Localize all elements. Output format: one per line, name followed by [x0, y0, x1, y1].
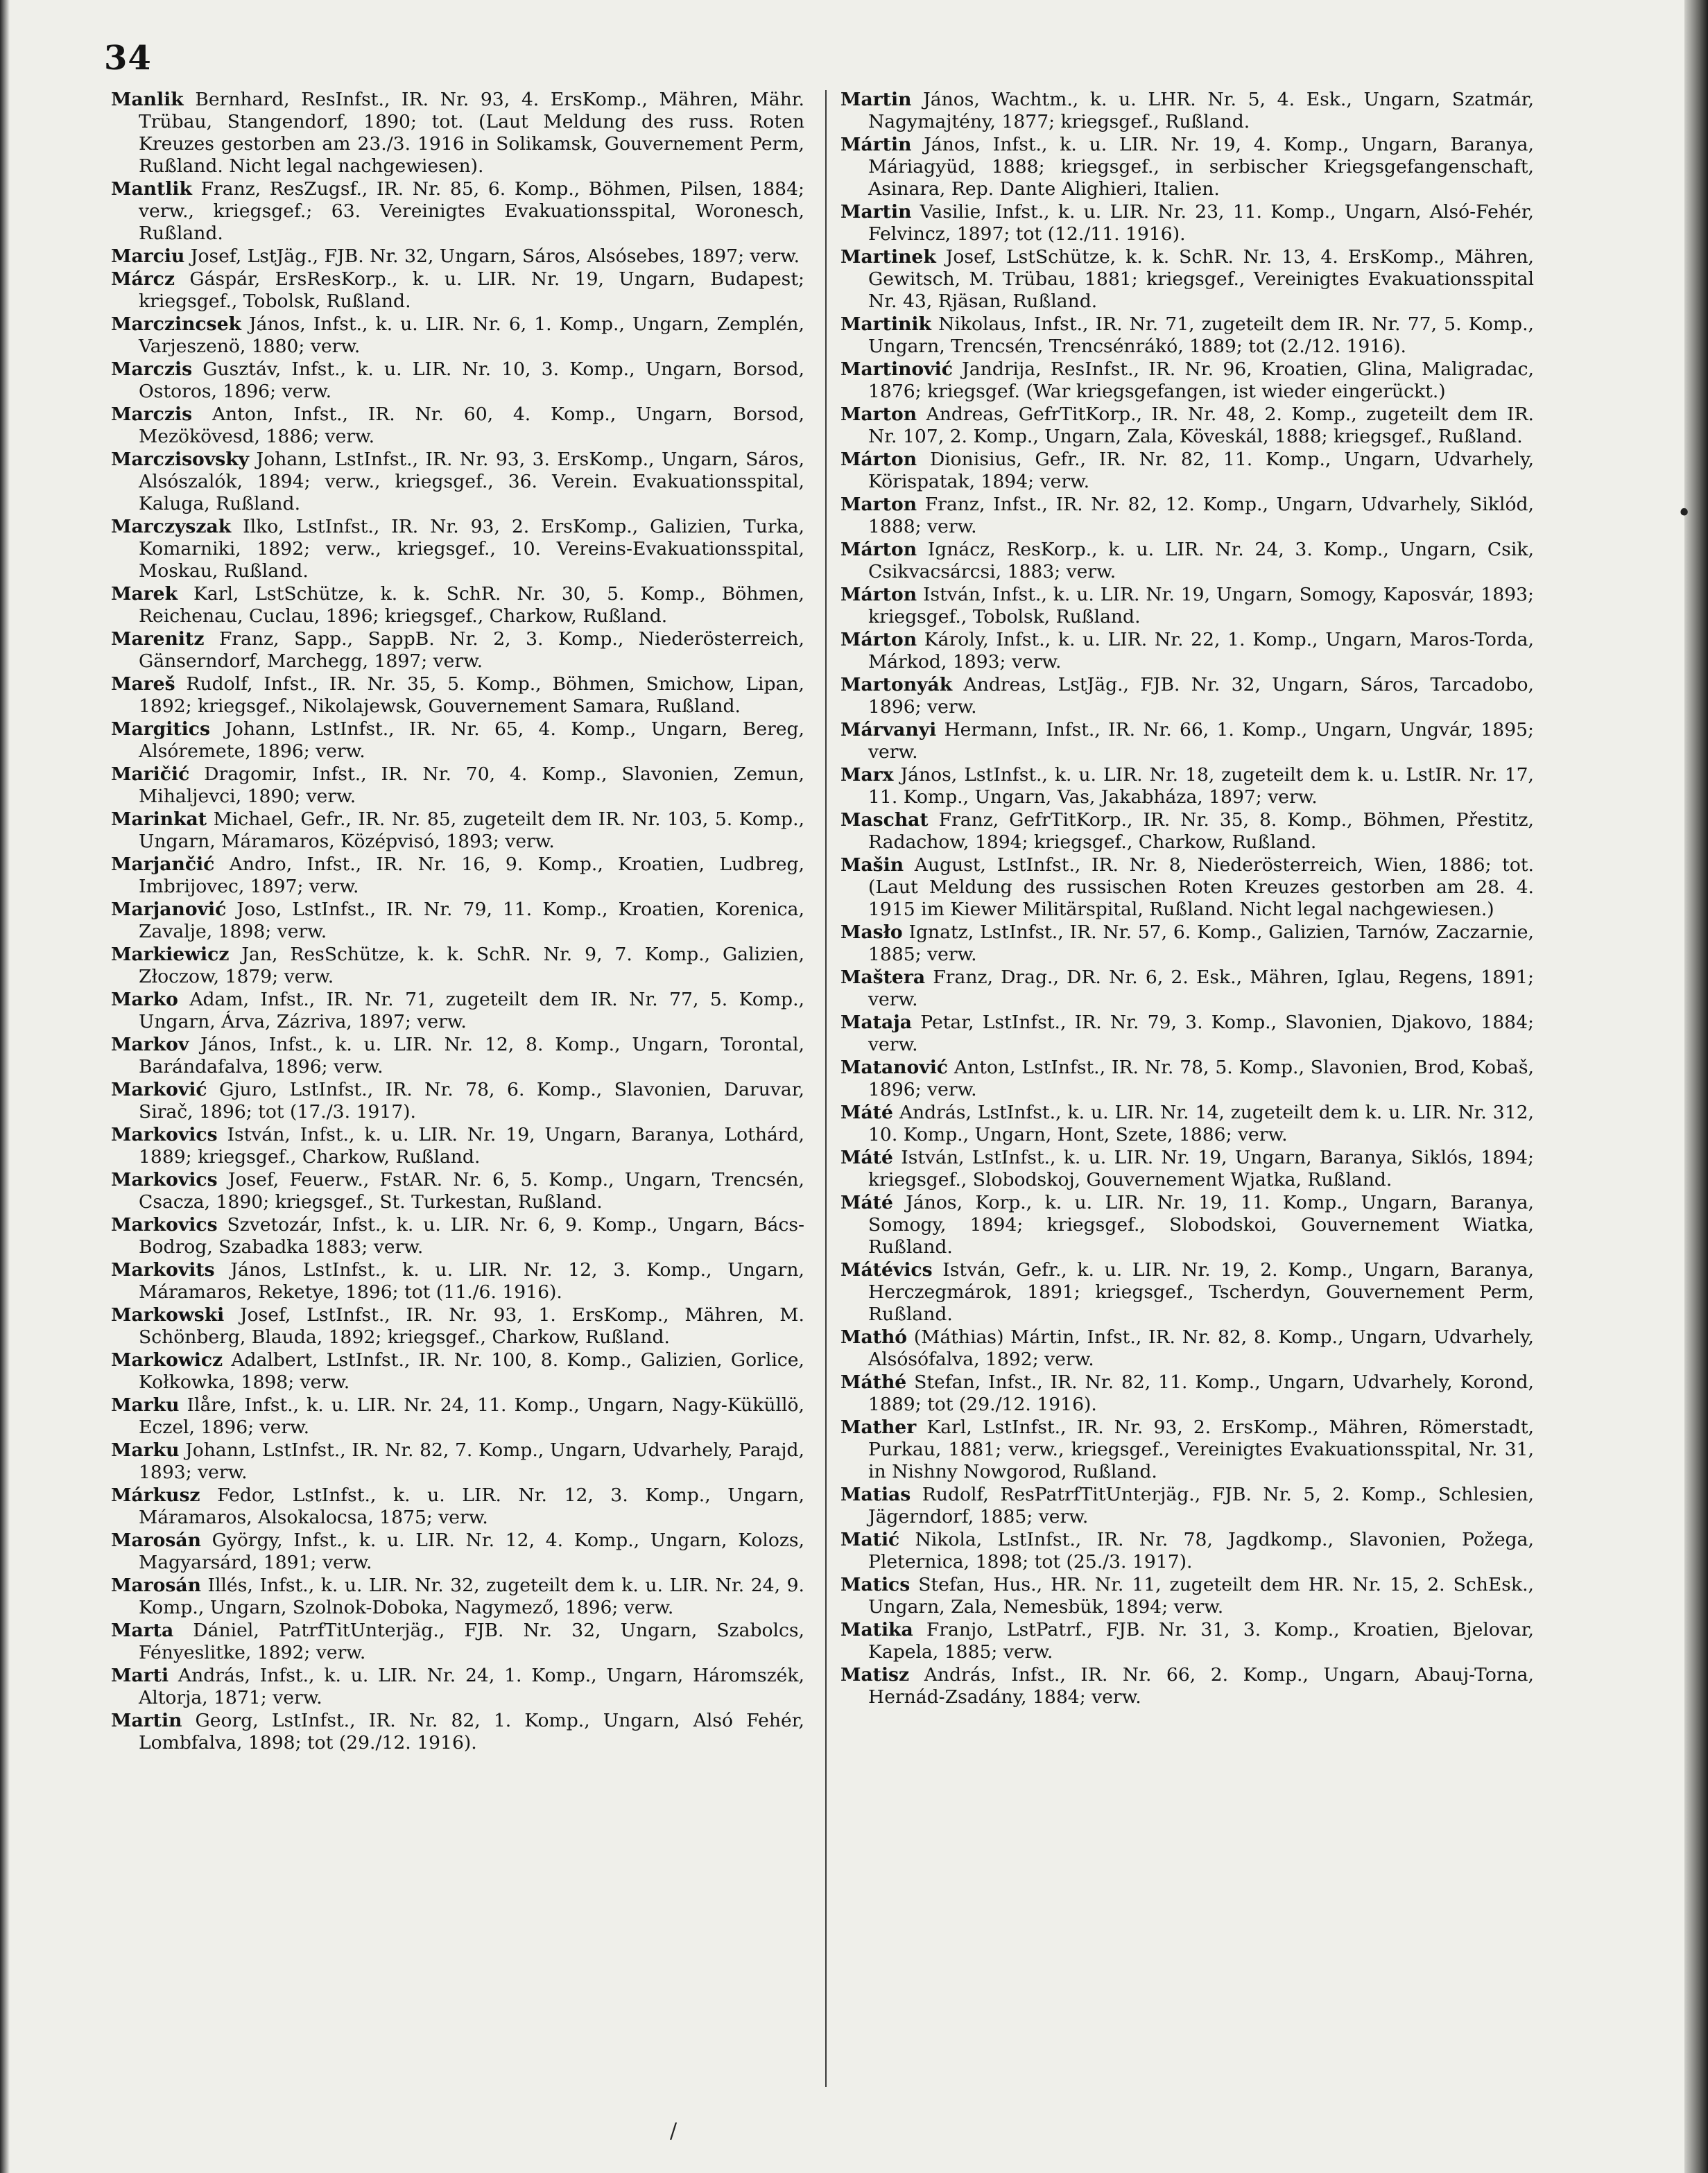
- entry-details: Stefan, Infst., IR. Nr. 82, 11. Komp., Ungarn, Udvarhely, Korond, 1889; tot (29./12. 1916).: [868, 1371, 1534, 1415]
- entry-surname: Manlik: [111, 89, 184, 110]
- register-entry: [840, 921, 1534, 966]
- entry-details: Jandrija, ResInfst., IR. Nr. 96, Kroatien, Glina, Maligradac, 1876; kriegsgef. (War kriegsgefangen, ist wieder eingerückt.): [868, 358, 1534, 402]
- entry-surname: Markovics: [111, 1124, 218, 1145]
- entry-details: Johann, LstInfst., IR. Nr. 65, 4. Komp., Ungarn, Bereg, Alsóremete, 1896; verw.: [139, 718, 804, 762]
- entry-details: Franjo, LstPatrf., FJB. Nr. 31, 3. Komp., Kroatien, Bjelovar, Kapela, 1885; verw.: [868, 1619, 1534, 1663]
- register-entry: [840, 89, 1534, 133]
- entry-details: János, Wachtm., k. u. LHR. Nr. 5, 4. Esk., Ungarn, Szatmár, Nagymajtény, 1877; kriegsgef., Rußland.: [868, 89, 1534, 132]
- entry-details: Ignácz, ResKorp., k. u. LIR. Nr. 24, 3. Komp., Ungarn, Csik, Csikvacsárcsi, 1883; verw.: [868, 539, 1534, 582]
- register-entry: [840, 674, 1534, 718]
- entry-details: Michael, Gefr., IR. Nr. 85, zugeteilt dem IR. Nr. 103, 5. Komp., Ungarn, Máramaros, Középvisó, 1893; verw.: [139, 808, 804, 852]
- entry-details: Anton, Infst., IR. Nr. 60, 4. Komp., Ungarn, Borsod, Mezökövesd, 1886; verw.: [139, 404, 804, 447]
- entry-surname: Maštera: [840, 967, 926, 988]
- entry-surname: Margitics: [111, 718, 210, 740]
- entry-details: Ilåre, Infst., k. u. LIR. Nr. 24, 11. Komp., Ungarn, Nagy-Küküllö, Eczel, 1896; verw.: [139, 1394, 804, 1438]
- entry-details: Jan, ResSchütze, k. k. SchR. Nr. 9, 7. Komp., Galizien, Złoczow, 1879; verw.: [139, 944, 804, 987]
- entry-details: Rudolf, ResPatrfTitUnterjäg., FJB. Nr. 5, 2. Komp., Schlesien, Jägerndorf, 1885; verw.: [868, 1484, 1534, 1527]
- entry-details: Gusztáv, Infst., k. u. LIR. Nr. 10, 3. Komp., Ungarn, Borsod, Ostoros, 1896; verw.: [139, 358, 804, 402]
- entry-surname: Mareš: [111, 673, 175, 695]
- page-number: 34: [104, 39, 152, 78]
- entry-surname: Masło: [840, 921, 903, 943]
- entry-details: György, Infst., k. u. LIR. Nr. 12, 4. Komp., Ungarn, Kolozs, Magyarsárd, 1891; verw.: [139, 1530, 804, 1573]
- register-entry: [840, 1259, 1534, 1326]
- entry-details: Josef, LstSchütze, k. k. SchR. Nr. 13, 4. ErsKomp., Mähren, Gewitsch, M. Trübau, 1881; kriegsgef., Vereinigtes Evakuationsspital Nr. 43, Rjäsan, Rußland.: [868, 246, 1534, 312]
- entry-details: János, Korp., k. u. LIR. Nr. 19, 11. Komp., Ungarn, Baranya, Somogy, 1894; kriegsgef., Slobodskoi, Gouvernement Wiatka, Rußland.: [868, 1192, 1534, 1258]
- entry-details: Joso, LstInfst., IR. Nr. 79, 11. Komp., Kroatien, Korenica, Zavalje, 1898; verw.: [139, 899, 804, 942]
- register-entry: [840, 809, 1534, 854]
- entry-details: Andro, Infst., IR. Nr. 16, 9. Komp., Kroatien, Ludbreg, Imbrijovec, 1897; verw.: [139, 854, 804, 897]
- entry-surname: Matisz: [840, 1664, 910, 1686]
- register-entry: [840, 584, 1534, 628]
- entry-details: Rudolf, Infst., IR. Nr. 35, 5. Komp., Böhmen, Smichow, Lipan, 1892; kriegsgef., Nikolajewsk, Gouvernement Samara, Rußland.: [139, 673, 804, 717]
- register-entry: [840, 404, 1534, 448]
- entry-surname: Marczyszak: [111, 516, 232, 537]
- entry-surname: Marciu: [111, 245, 185, 267]
- register-entry: [111, 404, 804, 448]
- entry-details: Nikolaus, Infst., IR. Nr. 71, zugeteilt dem IR. Nr. 77, 5. Komp., Ungarn, Trencsén, Trencsénrákó, 1889; tot (2./12. 1916).: [868, 313, 1534, 357]
- entry-surname: Markovics: [111, 1169, 218, 1191]
- entry-details: Franz, Drag., DR. Nr. 6, 2. Esk., Mähren, Iglau, Regens, 1891; verw.: [868, 967, 1534, 1010]
- entry-details: Stefan, Hus., HR. Nr. 11, zugeteilt dem HR. Nr. 15, 2. SchEsk., Ungarn, Zala, Nemesbük, 1894; verw.: [868, 1574, 1534, 1618]
- register-entry: [111, 449, 804, 515]
- right-column: [840, 89, 1534, 1709]
- entry-details: Johann, LstInfst., IR. Nr. 93, 3. ErsKomp., Ungarn, Sáros, Alsószalók, 1894; verw., kriegsgef., 36. Verein. Evakuationsspital, Kaluga, Rußland.: [139, 449, 804, 514]
- entry-details: Franz, GefrTitKorp., IR. Nr. 35, 8. Komp., Böhmen, Přestitz, Radachow, 1894; kriegsgef., Charkow, Rußland.: [868, 809, 1534, 853]
- column-divider: [825, 90, 827, 2087]
- register-entry: [111, 516, 804, 582]
- register-entry: [840, 1192, 1534, 1258]
- entry-details: Franz, Infst., IR. Nr. 82, 12. Komp., Ungarn, Udvarhely, Siklód, 1888; verw.: [868, 494, 1534, 537]
- entry-surname: Markov: [111, 1034, 189, 1055]
- entry-details: Bernhard, ResInfst., IR. Nr. 93, 4. ErsKomp., Mähren, Mähr. Trübau, Stangendorf, 1890; tot. (Laut Meldung des russ. Roten Kreuzes gestorben am 23./3. 1916 in Solikamsk, Gouvernement Perm, Rußland. Nicht legal nachgewiesen).: [139, 89, 804, 177]
- register-entry: [111, 245, 804, 268]
- register-entry: [111, 673, 804, 718]
- entry-surname: Márton: [840, 539, 917, 560]
- entry-surname: Márkusz: [111, 1484, 200, 1506]
- stray-mark: /: [670, 2119, 678, 2143]
- register-entry: [111, 989, 804, 1033]
- entry-details: Johann, LstInfst., IR. Nr. 82, 7. Komp., Ungarn, Udvarhely, Parajd, 1893; verw.: [139, 1439, 804, 1483]
- entry-surname: Mathó: [840, 1326, 908, 1348]
- entry-surname: Mašin: [840, 854, 904, 876]
- register-entry: [111, 1304, 804, 1349]
- register-entry: [111, 1079, 804, 1123]
- entry-surname: Marx: [840, 764, 894, 786]
- entry-surname: Matias: [840, 1484, 911, 1505]
- entry-details: August, LstInfst., IR. Nr. 8, Niederösterreich, Wien, 1886; tot. (Laut Meldung des russischen Roten Kreuzes gestorben am 28. 4. 1915 im Kiewer Militärspital, Rußland. Nicht legal nachgewiesen.): [868, 854, 1534, 920]
- entry-surname: Maschat: [840, 809, 929, 831]
- entry-details: István, LstInfst., k. u. LIR. Nr. 19, Ungarn, Baranya, Siklós, 1894; kriegsgef., Slobodskoj, Gouvernement Wjatka, Rußland.: [868, 1147, 1534, 1191]
- entry-surname: Márton: [840, 449, 917, 470]
- register-entry: [111, 1169, 804, 1213]
- register-entry: [111, 1575, 804, 1619]
- entry-details: Franz, ResZugsf., IR. Nr. 85, 6. Komp., Böhmen, Pilsen, 1884; verw., kriegsgef.; 63. Vereinigtes Evakuationsspital, Woronesch, Rußland.: [139, 178, 804, 244]
- entry-surname: Matić: [840, 1529, 900, 1550]
- register-entry: [840, 1102, 1534, 1146]
- entry-details: Josef, Feuerw., FstAR. Nr. 6, 5. Komp., Ungarn, Trencsén, Csacza, 1890; kriegsgef., St. Turkestan, Rußland.: [139, 1169, 804, 1213]
- register-entry: [111, 628, 804, 673]
- entry-surname: Marczis: [111, 358, 193, 380]
- entry-details: Gjuro, LstInfst., IR. Nr. 78, 6. Komp., Slavonien, Daruvar, Sirač, 1896; tot (17./3. 1917).: [139, 1079, 804, 1123]
- entry-surname: Markiewicz: [111, 944, 230, 965]
- entry-details: Vasilie, Infst., k. u. LIR. Nr. 23, 11. Komp., Ungarn, Alsó-Fehér, Felvincz, 1897; tot (12./11. 1916).: [868, 201, 1534, 245]
- entry-surname: Márvanyi: [840, 719, 937, 741]
- entry-surname: Marinkat: [111, 808, 207, 830]
- register-entry: [111, 89, 804, 178]
- register-entry: [840, 134, 1534, 200]
- entry-details: István, Gefr., k. u. LIR. Nr. 19, 2. Komp., Ungarn, Baranya, Herczegmárok, 1891; kriegsgef., Tscherdyn, Gouvernement Perm, Rußland.: [868, 1259, 1534, 1325]
- register-entry: [840, 1371, 1534, 1416]
- register-entry: [840, 358, 1534, 403]
- entry-details: Illés, Infst., k. u. LIR. Nr. 32, zugeteilt dem k. u. LIR. Nr. 24, 9. Komp., Ungarn, Szolnok-Doboka, Nagymező, 1896; verw.: [139, 1575, 804, 1618]
- entry-details: Dániel, PatrfTitUnterjäg., FJB. Nr. 32, Ungarn, Szabolcs, Fényeslitke, 1892; verw.: [139, 1620, 804, 1663]
- entry-surname: Márton: [840, 629, 917, 650]
- entry-surname: Marton: [840, 404, 917, 425]
- register-entry: [111, 808, 804, 853]
- entry-surname: Matanović: [840, 1057, 949, 1078]
- register-entry: [840, 1147, 1534, 1191]
- entry-surname: Marko: [111, 989, 178, 1010]
- entry-details: Dragomir, Infst., IR. Nr. 70, 4. Komp., Slavonien, Zemun, Mihaljevci, 1890; verw.: [139, 763, 804, 807]
- entry-details: Andreas, LstJäg., FJB. Nr. 32, Ungarn, Sáros, Tarcadobo, 1896; verw.: [868, 674, 1534, 718]
- register-entry: [840, 313, 1534, 358]
- entry-surname: Maričić: [111, 763, 190, 785]
- register-entry: [111, 1665, 804, 1709]
- register-entry: [840, 764, 1534, 808]
- entry-details: Károly, Infst., k. u. LIR. Nr. 22, 1. Komp., Ungarn, Maros-Torda, Márkod, 1893; verw.: [868, 629, 1534, 673]
- register-entry: [111, 1124, 804, 1168]
- register-entry: [111, 899, 804, 943]
- entry-surname: Marczisovsky: [111, 449, 250, 470]
- entry-surname: Martonyák: [840, 674, 953, 695]
- margin-dot: •: [1677, 499, 1692, 528]
- register-entry: [111, 1214, 804, 1258]
- entry-details: Franz, Sapp., SappB. Nr. 2, 3. Komp., Niederösterreich, Gänserndorf, Marchegg, 1897; verw.: [139, 628, 804, 672]
- entry-surname: Marczincsek: [111, 313, 241, 335]
- entry-surname: Marku: [111, 1439, 180, 1461]
- register-entry: [111, 268, 804, 313]
- register-entry: [840, 539, 1534, 583]
- register-entry: [111, 583, 804, 627]
- entry-details: Karl, LstSchütze, k. k. SchR. Nr. 30, 5. Komp., Böhmen, Reichenau, Cuclau, 1896; kriegsgef., Charkow, Rußland.: [139, 583, 804, 627]
- register-entry: [840, 629, 1534, 673]
- register-entry: [111, 1034, 804, 1078]
- entry-surname: Markowicz: [111, 1349, 223, 1371]
- entry-surname: Marjančić: [111, 854, 215, 875]
- register-entry: [111, 358, 804, 403]
- register-entry: [111, 944, 804, 988]
- register-entry: [111, 1349, 804, 1394]
- register-entry: [840, 449, 1534, 493]
- entry-details: Josef, LstJäg., FJB. Nr. 32, Ungarn, Sáros, Alsósebes, 1897; verw.: [190, 245, 800, 267]
- register-entry: [111, 1530, 804, 1574]
- register-entry: [111, 313, 804, 358]
- entry-details: András, LstInfst., k. u. LIR. Nr. 14, zugeteilt dem k. u. LIR. Nr. 312, 10. Komp., Ungarn, Hont, Szete, 1886; verw.: [868, 1102, 1534, 1145]
- register-entry: [111, 763, 804, 808]
- register-entry: [840, 1484, 1534, 1528]
- entry-surname: Marku: [111, 1394, 180, 1416]
- entry-surname: Máthé: [840, 1371, 907, 1393]
- register-entry: [840, 1529, 1534, 1573]
- entry-details: János, LstInfst., k. u. LIR. Nr. 18, zugeteilt dem k. u. LstIR. Nr. 17, 11. Komp., Ungarn, Vas, Jakabháza, 1897; verw.: [868, 764, 1534, 808]
- entry-details: Szvetozár, Infst., k. u. LIR. Nr. 6, 9. Komp., Ungarn, Bács-Bodrog, Szabadka 1883; verw.: [139, 1214, 804, 1258]
- entry-details: Ignatz, LstInfst., IR. Nr. 57, 6. Komp., Galizien, Tarnów, Zaczarnie, 1885; verw.: [868, 921, 1534, 965]
- register-entry: [840, 1057, 1534, 1101]
- entry-details: Petar, LstInfst., IR. Nr. 79, 3. Komp., Slavonien, Djakovo, 1884; verw.: [868, 1012, 1534, 1055]
- register-entry: [111, 178, 804, 245]
- entry-details: Gáspár, ErsResKorp., k. u. LIR. Nr. 19, Ungarn, Budapest; kriegsgef., Tobolsk, Rußland.: [139, 268, 804, 312]
- register-entry: [840, 1664, 1534, 1708]
- entry-details: Dionisius, Gefr., IR. Nr. 82, 11. Komp., Ungarn, Udvarhely, Körispatak, 1894; verw.: [868, 449, 1534, 492]
- entry-details: Ilko, LstInfst., IR. Nr. 93, 2. ErsKomp., Galizien, Turka, Komarniki, 1892; verw., kriegsgef., 10. Vereins-Evakuationsspital, Moskau, Rußland.: [139, 516, 804, 582]
- register-entry: [840, 1012, 1534, 1056]
- entry-surname: Matika: [840, 1619, 913, 1640]
- entry-details: János, Infst., k. u. LIR. Nr. 19, 4. Komp., Ungarn, Baranya, Máriagyüd, 1888; kriegsgef., in serbischer Kriegsgefangenschaft, Asinara, Rep. Dante Alighieri, Italien.: [868, 134, 1534, 200]
- entry-details: Hermann, Infst., IR. Nr. 66, 1. Komp., Ungarn, Ungvár, 1895; verw.: [868, 719, 1534, 763]
- entry-surname: Martinović: [840, 358, 953, 380]
- entry-surname: Markowski: [111, 1304, 225, 1326]
- register-entry: [840, 246, 1534, 313]
- register-entry: [840, 1619, 1534, 1663]
- register-entry: [111, 1439, 804, 1484]
- register-entry: [840, 1326, 1534, 1371]
- entry-surname: Mártin: [840, 134, 912, 155]
- entry-surname: Martin: [840, 201, 912, 223]
- page-left-edge: [0, 0, 10, 2173]
- entry-details: András, Infst., IR. Nr. 66, 2. Komp., Ungarn, Abauj-Torna, Hernád-Zsadány, 1884; verw.: [868, 1664, 1534, 1708]
- entry-details: János, Infst., k. u. LIR. Nr. 12, 8. Komp., Ungarn, Torontal, Barándafalva, 1896; verw.: [139, 1034, 804, 1077]
- register-entry: [840, 1417, 1534, 1483]
- entry-surname: Marta: [111, 1620, 174, 1641]
- entry-surname: Marti: [111, 1665, 169, 1686]
- register-entry: [840, 719, 1534, 763]
- entry-surname: Marenitz: [111, 628, 205, 650]
- left-column: [111, 89, 804, 1755]
- entry-surname: Máté: [840, 1192, 893, 1213]
- entry-surname: Matics: [840, 1574, 911, 1595]
- entry-surname: Martinek: [840, 246, 936, 268]
- register-entry: [840, 1574, 1534, 1618]
- entry-details: Andreas, GefrTitKorp., IR. Nr. 48, 2. Komp., zugeteilt dem IR. Nr. 107, 2. Komp., Ungarn, Zala, Köveskál, 1888; kriegsgef., Rußland.: [868, 404, 1534, 447]
- entry-surname: Marković: [111, 1079, 207, 1100]
- register-entry: [111, 854, 804, 898]
- entry-details: Josef, LstInfst., IR. Nr. 93, 1. ErsKomp., Mähren, M. Schönberg, Blauda, 1892; kriegsgef., Charkow, Rußland.: [139, 1304, 804, 1348]
- entry-surname: Marczis: [111, 404, 193, 425]
- entry-surname: Mátévics: [840, 1259, 933, 1281]
- entry-surname: Marton: [840, 494, 917, 515]
- entry-surname: Marosán: [111, 1575, 201, 1596]
- entry-surname: Máté: [840, 1102, 893, 1123]
- entry-surname: Márton: [840, 584, 917, 605]
- entry-details: Adalbert, LstInfst., IR. Nr. 100, 8. Komp., Galizien, Gorlice, Kołkowka, 1898; verw.: [139, 1349, 804, 1393]
- entry-details: Nikola, LstInfst., IR. Nr. 78, Jagdkomp., Slavonien, Požega, Pleternica, 1898; tot (25./3. 1917).: [868, 1529, 1534, 1573]
- register-entry: [840, 854, 1534, 921]
- entry-details: Karl, LstInfst., IR. Nr. 93, 2. ErsKomp., Mähren, Römerstadt, Purkau, 1881; verw., kriegsgef., Vereinigtes Evakuationsspital, Nr. 31, in Nishny Nowgorod, Rußland.: [868, 1417, 1534, 1482]
- register-entry: [840, 494, 1534, 538]
- entry-surname: Marek: [111, 583, 178, 605]
- register-entry: [840, 967, 1534, 1011]
- entry-surname: Márcz: [111, 268, 175, 290]
- entry-details: István, Infst., k. u. LIR. Nr. 19, Ungarn, Baranya, Lothárd, 1889; kriegsgef., Charkow, Rußland.: [139, 1124, 804, 1168]
- entry-details: János, LstInfst., k. u. LIR. Nr. 12, 3. Komp., Ungarn, Máramaros, Reketye, 1896; tot (11./6. 1916).: [139, 1259, 804, 1303]
- entry-surname: Martin: [840, 89, 912, 110]
- entry-surname: Markovics: [111, 1214, 218, 1236]
- page-right-edge: [1684, 0, 1708, 2173]
- entry-surname: Marjanović: [111, 899, 227, 920]
- entry-details: Fedor, LstInfst., k. u. LIR. Nr. 12, 3. Komp., Ungarn, Máramaros, Alsokalocsa, 1875; verw.: [139, 1484, 804, 1528]
- entry-details: Anton, LstInfst., IR. Nr. 78, 5. Komp., Slavonien, Brod, Kobaš, 1896; verw.: [868, 1057, 1534, 1100]
- register-entry: [111, 718, 804, 763]
- register-entry: [111, 1620, 804, 1664]
- entry-surname: Mantlik: [111, 178, 192, 200]
- register-entry: [111, 1484, 804, 1529]
- entry-surname: Martin: [111, 1710, 182, 1731]
- register-entry: [111, 1259, 804, 1304]
- entry-surname: Markovits: [111, 1259, 215, 1281]
- entry-details: (Máthias) Mártin, Infst., IR. Nr. 82, 8. Komp., Ungarn, Udvarhely, Alsósófalva, 1892; verw.: [868, 1326, 1534, 1370]
- entry-surname: Marosán: [111, 1530, 201, 1551]
- entry-details: András, Infst., k. u. LIR. Nr. 24, 1. Komp., Ungarn, Háromszék, Altorja, 1871; verw.: [139, 1665, 804, 1708]
- entry-details: Adam, Infst., IR. Nr. 71, zugeteilt dem IR. Nr. 77, 5. Komp., Ungarn, Árva, Zázriva, 1897; verw.: [139, 989, 804, 1032]
- entry-details: István, Infst., k. u. LIR. Nr. 19, Ungarn, Somogy, Kaposvár, 1893; kriegsgef., Tobolsk, Rußland.: [868, 584, 1534, 627]
- entry-details: Georg, LstInfst., IR. Nr. 82, 1. Komp., Ungarn, Alsó Fehér, Lombfalva, 1898; tot (29./12. 1916).: [139, 1710, 804, 1754]
- register-entry: [111, 1394, 804, 1439]
- register-entry: [840, 201, 1534, 245]
- entry-surname: Mather: [840, 1417, 917, 1438]
- entry-surname: Máté: [840, 1147, 893, 1168]
- entry-details: János, Infst., k. u. LIR. Nr. 6, 1. Komp., Ungarn, Zemplén, Varjeszenö, 1880; verw.: [139, 313, 804, 357]
- entry-surname: Mataja: [840, 1012, 913, 1033]
- entry-surname: Martinik: [840, 313, 931, 335]
- register-entry: [111, 1710, 804, 1754]
